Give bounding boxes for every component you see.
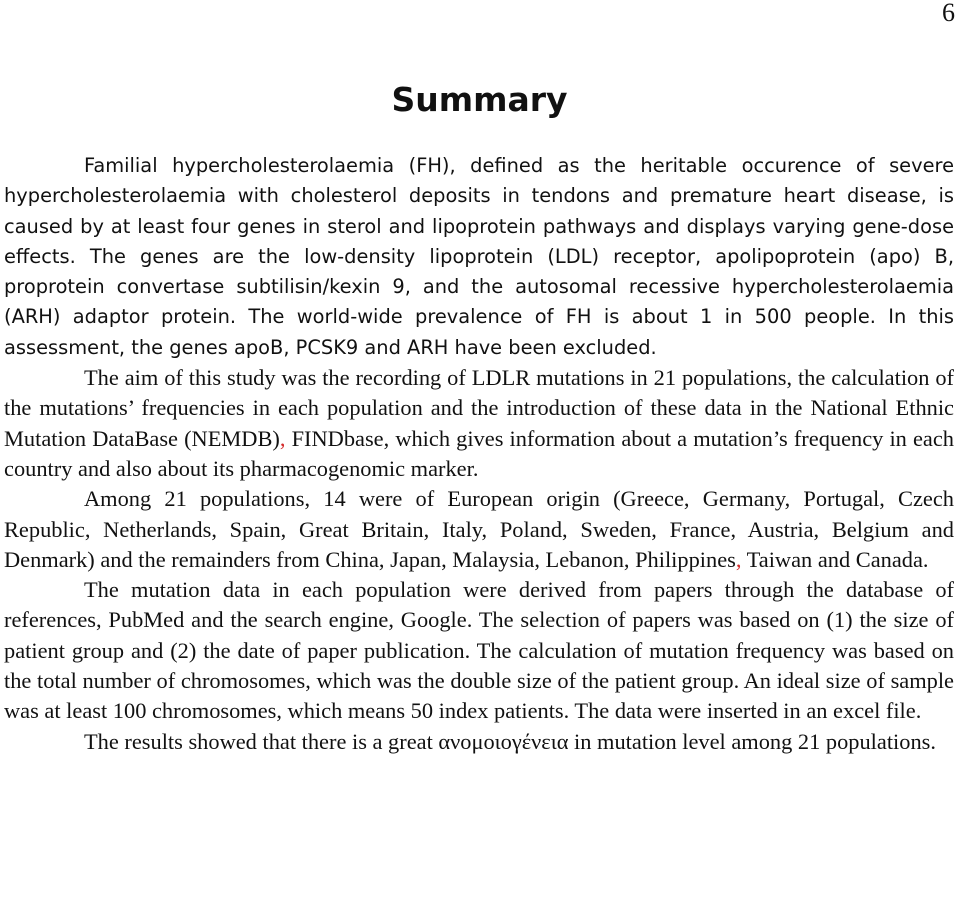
highlighted-comma: , [735,546,742,572]
paragraph-fh-definition [4,151,954,363]
paragraph-methods: The mutation data in each population were derived from papers through the database of references, PubMed and the search engine, Google. The selection of papers was based on (1) the size of patient group and (2) the date of paper publication. The calculation of mutation frequency was based on the total number of chromosomes, which was the double size of the patient group. An ideal size of sample was at least 100 chromosomes, which means 50 index patients. The data were inserted in an excel file. [4,577,954,724]
paragraph-text: FINDbase, which gives information about a mutation’s frequency in each country and also about its pharmacogenomic marker. [4,425,954,481]
paragraph-text: Familial hypercholesterolaemia (FH), defined as the heritable occurence of severe hypercholesterolaemia with cholesterol deposits in tendons and premature heart disease, is caused by at least four genes in sterol and lipoprotein pathways and displays varying gene-dose effects. The genes are the low-density lipoprotein (LDL) receptor, apolipoprotein (apo) B, proprotein convertase subtilisin/kexin 9, and the autosomal recessive hypercholesterolaemia (ARH) adaptor protein. The world-wide prevalence of FH is about 1 in 500 people. In this assessment, the genes apoB, PCSK9 and ARH have been excluded. [4,154,954,359]
paragraph-results: The results showed that there is a great ανομοιογένεια in mutation level among 21 populations. [84,728,936,754]
paragraph-study-aim [4,363,954,484]
page-title: Summary [391,80,568,119]
paragraph-text: Taiwan and Canada. [741,546,929,572]
highlighted-comma: , [279,425,286,451]
paragraph-populations [4,484,954,575]
paragraph-text: The aim of this study was the recording of LDLR mutations in 21 populations, the calculation of the mutations’ frequencies in each population and the introduction of these data in the National Ethnic Mutation DataBase (NEMDB) [4,365,954,451]
paragraph-text: Among 21 populations, 14 were of European origin (Greece, Germany, Portugal, Czech Republic, Netherlands, Spain, Great Britain, Italy, Poland, Sweden, France, Austria, Belgium and Denmark) and the remainders from China, Japan, Malaysia, Lebanon, Philippines [4,486,954,572]
page-number: 6 [942,0,955,27]
summary-body [4,151,954,757]
